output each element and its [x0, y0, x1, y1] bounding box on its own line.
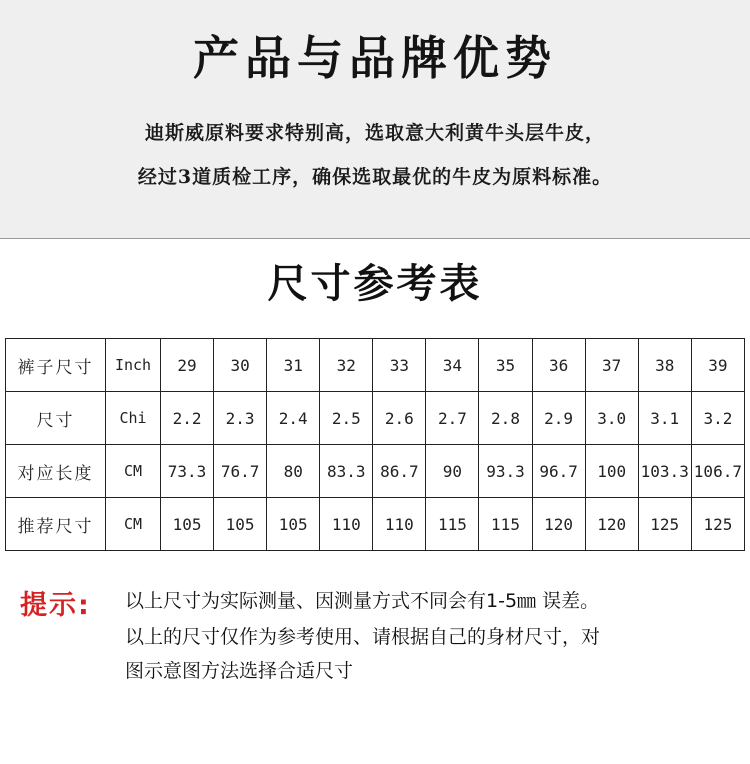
table-cell: 33: [373, 339, 426, 392]
table-row: [6, 392, 745, 445]
tip-line-3: 图示意图方法选择合适尺寸: [125, 660, 354, 682]
row-unit: CM: [106, 445, 161, 498]
table-cell: 110: [373, 498, 426, 551]
row-label: 尺寸: [6, 392, 106, 445]
table-cell: 36: [532, 339, 585, 392]
table-cell: 115: [426, 498, 479, 551]
row-unit: Chi: [106, 392, 161, 445]
table-cell: 31: [267, 339, 320, 392]
table-cell: 2.6: [373, 392, 426, 445]
row-label: 推荐尺寸: [6, 498, 106, 551]
table-cell: 2.8: [479, 392, 532, 445]
table-cell: 80: [267, 445, 320, 498]
table-cell: 2.7: [426, 392, 479, 445]
row-label: 裤子尺寸: [6, 339, 106, 392]
table-cell: 120: [585, 498, 638, 551]
table-cell: 3.2: [691, 392, 744, 445]
table-cell: 86.7: [373, 445, 426, 498]
table-cell: 2.2: [161, 392, 214, 445]
table-cell: 2.5: [320, 392, 373, 445]
size-chart-title: 尺寸参考表: [267, 261, 483, 307]
brand-description-line-2: 经过3道质检工序，确保选取最优的牛皮为原料标准。: [137, 166, 613, 188]
brand-description-line-1: 迪斯威原料要求特别高，选取意大利黄牛头层牛皮，: [144, 122, 605, 144]
table-row: [6, 498, 745, 551]
table-cell: 2.4: [267, 392, 320, 445]
table-cell: 30: [214, 339, 267, 392]
table-cell: 105: [267, 498, 320, 551]
table-cell: 3.1: [638, 392, 691, 445]
table-cell: 90: [426, 445, 479, 498]
table-cell: 103.3: [638, 445, 691, 498]
table-cell: 106.7: [691, 445, 744, 498]
table-cell: 96.7: [532, 445, 585, 498]
table-cell: 39: [691, 339, 744, 392]
table-cell: 110: [320, 498, 373, 551]
row-label: 对应长度: [6, 445, 106, 498]
row-unit: CM: [106, 498, 161, 551]
table-cell: 38: [638, 339, 691, 392]
table-row: [6, 445, 745, 498]
table-cell: 2.9: [532, 392, 585, 445]
table-cell: 93.3: [479, 445, 532, 498]
table-cell: 115: [479, 498, 532, 551]
tip-label: 提示:: [20, 590, 91, 621]
table-cell: 105: [161, 498, 214, 551]
table-cell: 125: [691, 498, 744, 551]
table-cell: 29: [161, 339, 214, 392]
table-cell: 83.3: [320, 445, 373, 498]
tip-line-2: 以上的尺寸仅作为参考使用、请根据自己的身材尺寸，对: [125, 626, 601, 648]
table-cell: 3.0: [585, 392, 638, 445]
table-cell: 2.3: [214, 392, 267, 445]
size-chart-table: [5, 338, 745, 551]
table-cell: 105: [214, 498, 267, 551]
brand-advantage-panel: [0, 0, 750, 239]
table-cell: 32: [320, 339, 373, 392]
table-cell: 100: [585, 445, 638, 498]
table-cell: 76.7: [214, 445, 267, 498]
table-cell: 34: [426, 339, 479, 392]
brand-advantage-title: 产品与品牌优势: [193, 31, 557, 85]
table-cell: 125: [638, 498, 691, 551]
table-cell: 37: [585, 339, 638, 392]
row-unit: Inch: [106, 339, 161, 392]
tip-line-1: 以上尺寸为实际测量、因测量方式不同会有1-5㎜ 误差。: [125, 590, 600, 612]
table-cell: 35: [479, 339, 532, 392]
table-cell: 73.3: [161, 445, 214, 498]
table-cell: 120: [532, 498, 585, 551]
table-row: [6, 339, 745, 392]
